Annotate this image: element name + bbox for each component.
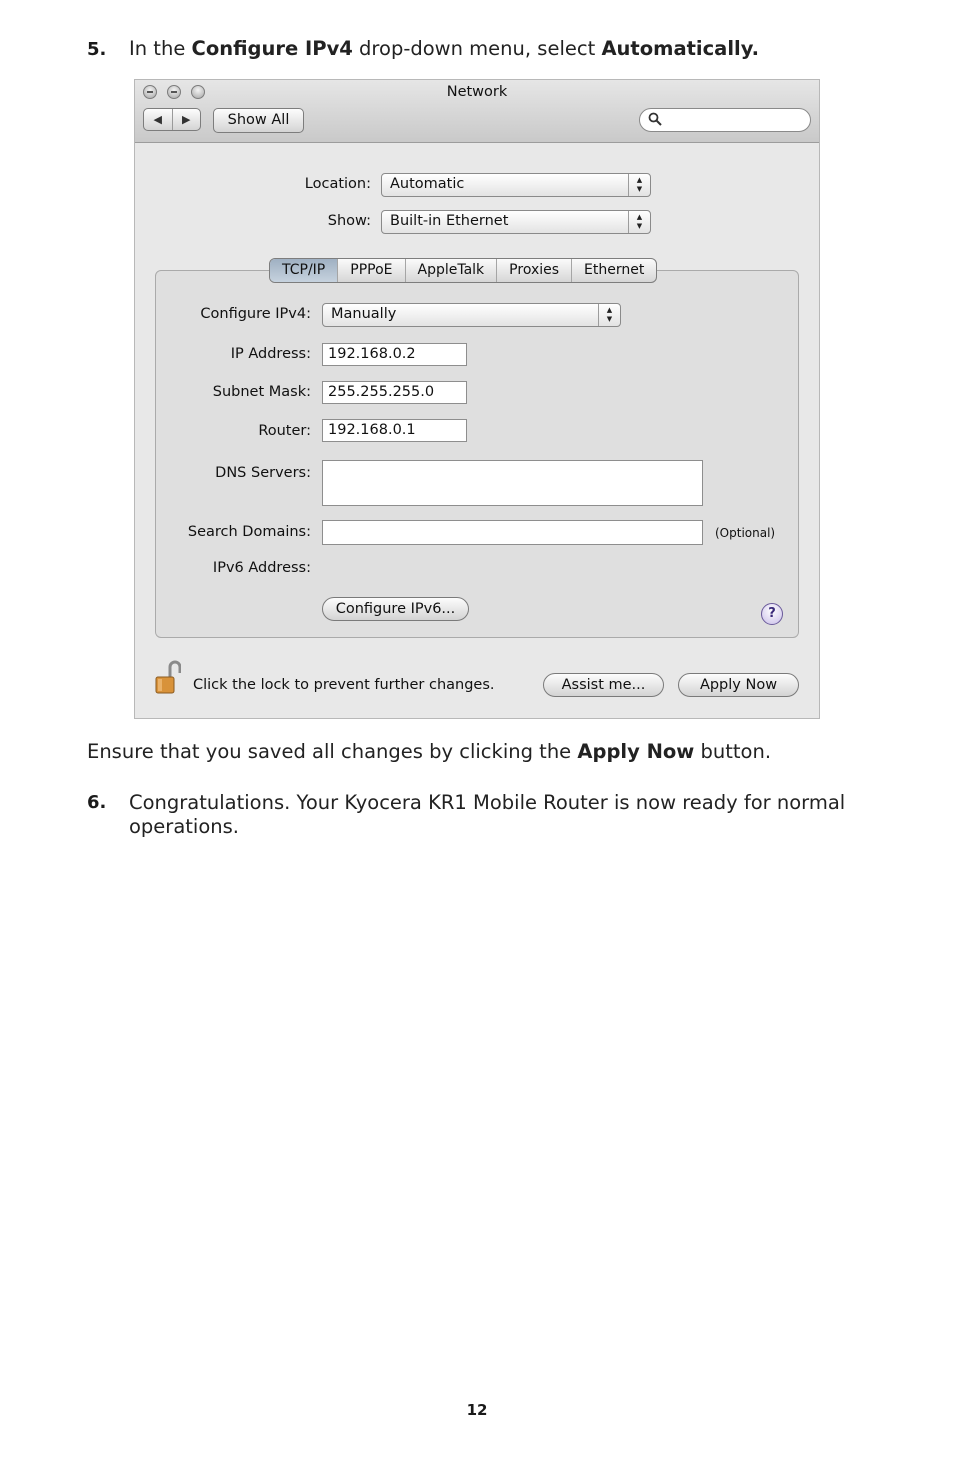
- show-popup[interactable]: [381, 210, 651, 234]
- help-button[interactable]: ?: [761, 603, 783, 625]
- window-title: Network: [446, 84, 508, 100]
- tab-proxies[interactable]: Proxies: [497, 259, 572, 282]
- step-5-middle: drop-down menu, select: [352, 37, 602, 60]
- search-domains-field[interactable]: [322, 520, 703, 545]
- popup-arrows-icon: ▲ ▼: [628, 174, 650, 196]
- configure-ipv4-label: Configure IPv4:: [200, 306, 311, 322]
- network-preferences-window: [134, 79, 820, 719]
- step-5-text: [129, 37, 759, 61]
- location-label: Location:: [304, 176, 371, 192]
- show-value: Built-in Ethernet: [390, 213, 509, 229]
- forward-arrow-icon[interactable]: ▶: [182, 113, 191, 126]
- configure-ipv4-popup[interactable]: [322, 303, 621, 327]
- search-icon: [648, 112, 662, 130]
- configure-ipv6-button[interactable]: Configure IPv6...: [322, 597, 469, 621]
- ipv6-address-label: IPv6 Address:: [212, 560, 311, 576]
- network-tabs: [269, 258, 657, 283]
- router-label: Router:: [258, 423, 311, 439]
- page-number: 12: [466, 1401, 488, 1419]
- ensure-bold-apply-now: Apply Now: [577, 740, 695, 763]
- optional-note: (Optional): [715, 526, 776, 540]
- popup-arrows-icon: ▲ ▼: [628, 211, 650, 233]
- ensure-suffix: button.: [694, 740, 772, 763]
- subnet-mask-label: Subnet Mask:: [212, 384, 311, 400]
- assist-me-button[interactable]: Assist me...: [543, 673, 664, 697]
- show-all-button[interactable]: Show All: [213, 108, 304, 133]
- back-forward-control: [143, 108, 201, 131]
- dns-servers-field[interactable]: [322, 460, 703, 506]
- ip-address-field[interactable]: [322, 343, 467, 366]
- step-6-number: 6.: [87, 792, 107, 813]
- ip-address-value: 192.168.0.2: [328, 346, 416, 362]
- unlocked-padlock-icon[interactable]: [155, 660, 181, 696]
- configure-ipv4-value: Manually: [331, 306, 397, 322]
- router-value: 192.168.0.1: [328, 422, 416, 438]
- step-5-bold-automatically: Automatically.: [601, 37, 760, 60]
- router-field[interactable]: [322, 419, 467, 442]
- step-6-line-2: operations.: [129, 815, 239, 838]
- tab-pppoe[interactable]: PPPoE: [338, 259, 405, 282]
- step-5-prefix: In the: [129, 37, 192, 60]
- step-5-bold-configure: Configure IPv4: [191, 37, 353, 60]
- lock-message: Click the lock to prevent further changes.: [193, 677, 495, 693]
- ip-address-label: IP Address:: [230, 346, 311, 362]
- search-input[interactable]: [639, 108, 811, 132]
- dns-servers-label: DNS Servers:: [215, 465, 311, 481]
- location-popup[interactable]: [381, 173, 651, 197]
- location-value: Automatic: [390, 176, 465, 192]
- tab-ethernet[interactable]: Ethernet: [584, 262, 645, 278]
- ensure-prefix: Ensure that you saved all changes by clicking the: [87, 740, 578, 763]
- apply-now-button[interactable]: Apply Now: [678, 673, 799, 697]
- window-titlebar: [135, 80, 819, 143]
- back-arrow-icon[interactable]: ◀: [144, 109, 173, 130]
- show-label: Show:: [327, 213, 371, 229]
- popup-arrows-icon: ▲ ▼: [598, 304, 620, 326]
- step-5-number: 5.: [87, 39, 107, 60]
- subnet-mask-value: 255.255.255.0: [328, 384, 435, 400]
- search-domains-label: Search Domains:: [187, 524, 311, 540]
- ensure-paragraph: [87, 740, 771, 764]
- tab-tcpip[interactable]: TCP/IP: [270, 259, 338, 282]
- subnet-mask-field[interactable]: [322, 381, 467, 404]
- tab-appletalk[interactable]: AppleTalk: [406, 259, 498, 282]
- step-6-line-1: Congratulations. Your Kyocera KR1 Mobile Router is now ready for normal: [129, 791, 846, 814]
